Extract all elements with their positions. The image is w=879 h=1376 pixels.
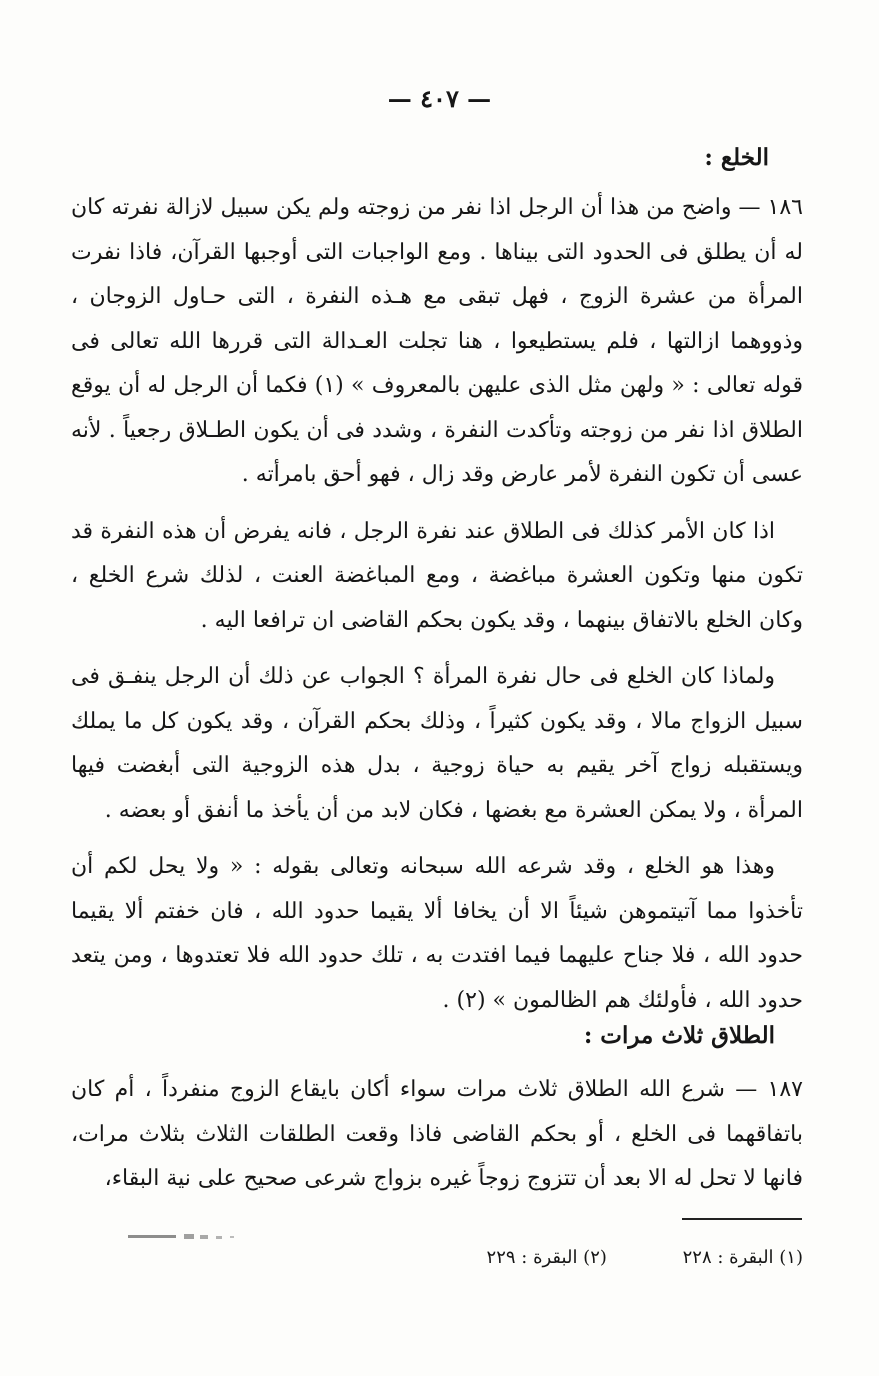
section-body-talaq xyxy=(71,1068,803,1202)
footnote-1: (١) البقرة : ٢٢٨ xyxy=(682,1247,803,1268)
paragraph-187: ١٨٧ — شرع الله الطلاق ثلاث مرات سواء أكان بايقاع الزوج منفرداً ، أم كان باتفاقهما فى الخلع ، أو بحكم القاضى فاذا وقعت الطلقات الثلاث بثلاث مرات، فانها لا تحل له الا بعد أن تتزوج زوجاً غيره بزواج شرعى صحيح على نية البقاء، xyxy=(71,1077,803,1191)
ink-smudge xyxy=(128,1232,258,1242)
page-number: — ٤٠٧ — xyxy=(387,84,492,113)
section-heading-khul: الخلع : xyxy=(704,144,769,171)
paragraph-186: ١٨٦ — واضح من هذا أن الرجل اذا نفر من زوجته ولم يكن سبيل لازالة نفرته كان له أن يطلق فى الحدود التى بيناها . ومع الواجبات التى أوجبها القرآن، فاذا نفرت المرأة من عشرة الزوج ، فهل تبقى مع هـذه النفرة ، التى حـاول الزوجان ، وذووهما ازالتها ، فلم يستطيعوا ، هنا تجلت العـدالة التى قررها الله تعالى فى قوله تعالى : « ولهن مثل الذى عليهن بالمعروف » (١) فكما أن الرجل له أن يوقع الطلاق اذا نفر من زوجته وتأكدت النفرة ، وشدد فى أن يكون الطـلاق رجعياً . لأنه عسى أن تكون النفرة لأمر عارض وقد زال ، فهو أحق بامرأته . xyxy=(71,195,803,487)
paragraph-body: ولماذا كان الخلع فى حال نفرة المرأة ؟ الجواب عن ذلك أن الرجل ينفـق فى سبيل الزواج مالا ، وقد يكون كثيراً ، وذلك بحكم القرآن ، وقد يكون كل ما يملك ويستقبله زواج آخر يقيم به حياة زوجية ، بدل هذه الزوجية التى أبغضت فيها المرأة ، ولا يمكن العشرة مع بغضها ، فكان لابد من أن يأخذ ما أنفق أو بعضه . xyxy=(71,664,803,823)
section-heading-talaq: الطلاق ثلاث مرات : xyxy=(583,1022,775,1049)
paragraph-body: اذا كان الأمر كذلك فى الطلاق عند نفرة الرجل ، فانه يفرض أن هذه النفرة قد تكون منها وتكون العشرة مباغضة ، ومع المباغضة العنت ، لذلك شرع الخلع ، وكان الخلع بالاتفاق بينهما ، وقد يكون بحكم القاضى ان ترافعا اليه . xyxy=(71,518,803,633)
footnote-2: (٢) البقرة : ٢٢٩ xyxy=(486,1247,607,1268)
section-body-khul xyxy=(71,186,803,1023)
footnotes xyxy=(487,1244,803,1272)
paragraph-body: وهذا هو الخلع ، وقد شرعه الله سبحانه وتعالى بقوله : « ولا يحل لكم أن تأخذوا مما آتيتموهن شيئاً الا أن يخافا ألا يقيما حدود الله ، فان خفتم ألا يقيما حدود الله ، فلا جناح عليهما فيما افتدت به ، تلك حدود الله فلا تعتدوها ، ومن يتعد حدود الله ، فأولئك هم الظالمون » (٢) . xyxy=(71,854,803,1013)
footnote-divider xyxy=(682,1218,802,1220)
